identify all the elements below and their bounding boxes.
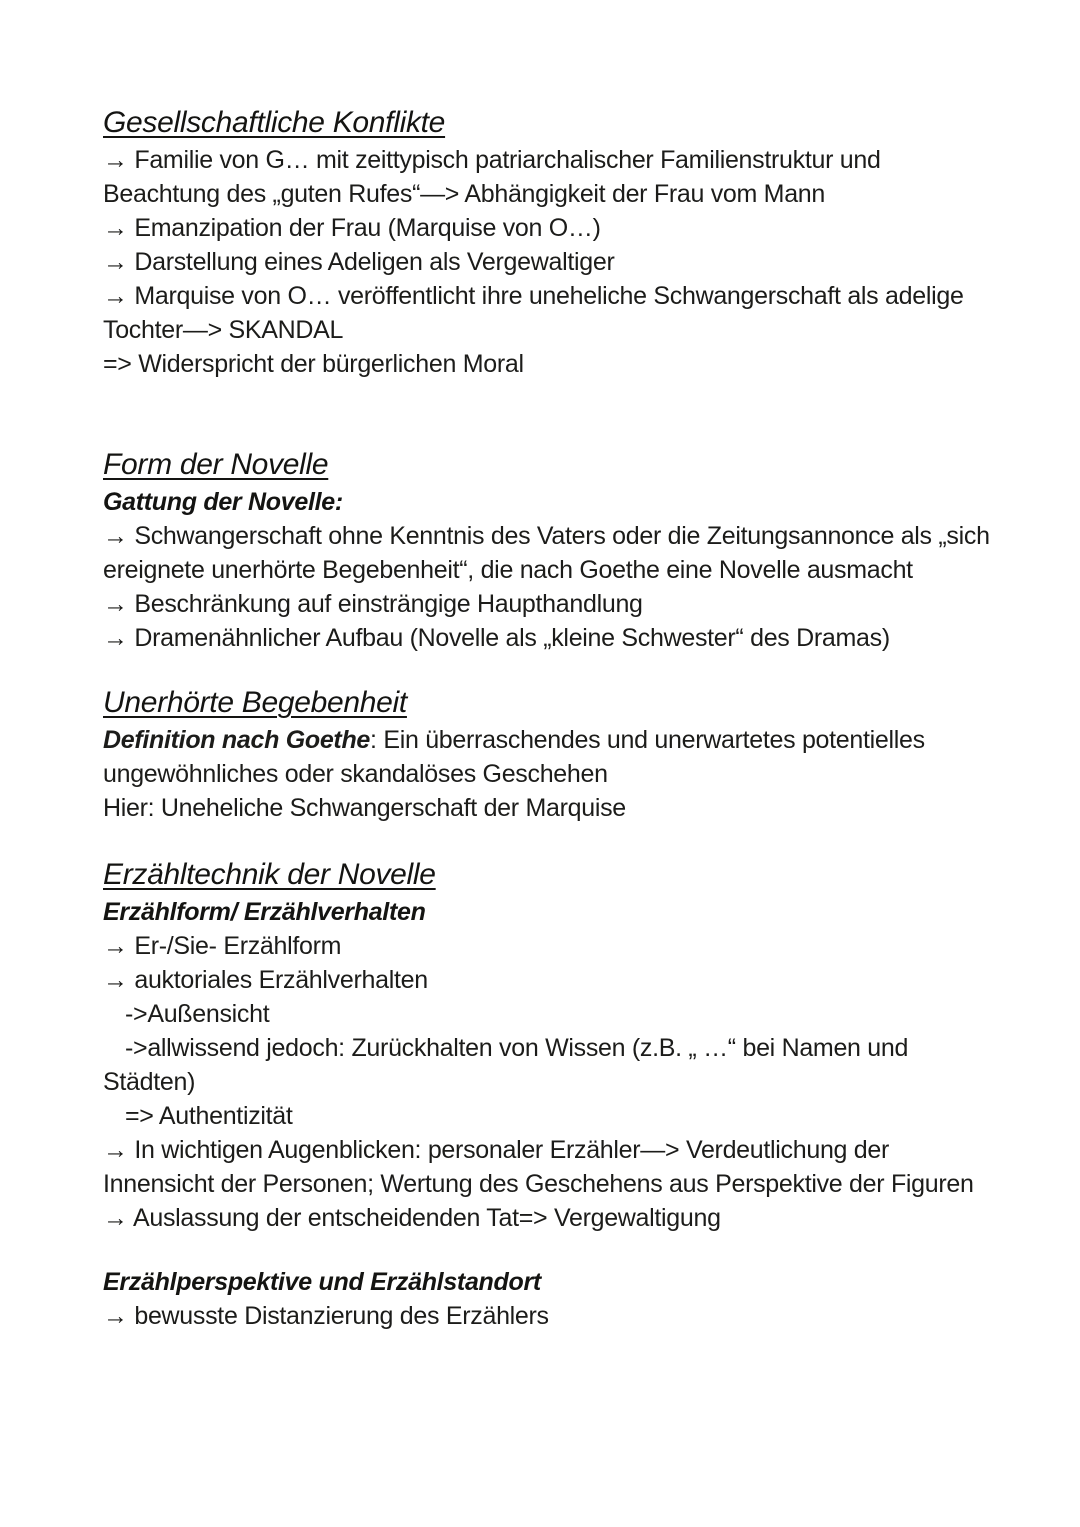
- section-subheading: Erzählform/ Erzählverhalten: [103, 898, 426, 926]
- notes-section: [103, 855, 990, 1235]
- notes-section: [103, 103, 990, 381]
- notes-section: [103, 683, 990, 825]
- section-heading: Unerhörte Begebenheit: [103, 686, 407, 719]
- notes-section: [103, 445, 990, 655]
- list-item: → Schwangerschaft ohne Kenntnis des Vaters oder die Zeitungsannonce als „sich ereignete unerhörte Begebenheit“, die nach Goethe eine Novelle ausmacht: [103, 522, 990, 584]
- list-item: → Auslassung der entscheidenden Tat=> Vergewaltigung: [103, 1204, 721, 1232]
- list-item: ->allwissend jedoch: Zurückhalten von Wissen (z.B. „ …“ bei Namen und Städten): [103, 1034, 909, 1096]
- list-item: Definition nach Goethe: Ein überraschendes und unerwartetes potentielles ungewöhnliches oder skandalöses Geschehen: [103, 726, 925, 788]
- list-item: ->Außensicht: [125, 1000, 270, 1028]
- notes-content: [103, 103, 990, 1333]
- list-item: → Beschränkung auf einsträngige Haupthandlung: [103, 590, 643, 618]
- list-item: => Widerspricht der bürgerlichen Moral: [103, 350, 524, 378]
- section-heading: Erzähltechnik der Novelle: [103, 858, 436, 891]
- list-item: → Marquise von O… veröffentlicht ihre uneheliche Schwangerschaft als adelige Tochter—> SKANDAL: [103, 282, 964, 344]
- list-item: Hier: Uneheliche Schwangerschaft der Marquise: [103, 794, 626, 822]
- list-item: => Authentizität: [125, 1102, 293, 1130]
- list-item: → Emanzipation der Frau (Marquise von O…): [103, 214, 601, 242]
- list-item: → Darstellung eines Adeligen als Vergewaltiger: [103, 248, 615, 276]
- section-heading: Gesellschaftliche Konflikte: [103, 106, 446, 139]
- section-subheading: Erzählperspektive und Erzählstandort: [103, 1268, 541, 1296]
- list-item: → bewusste Distanzierung des Erzählers: [103, 1302, 549, 1330]
- item-lead: Definition nach Goethe: [103, 726, 371, 754]
- section-subheading: Gattung der Novelle:: [103, 488, 343, 516]
- list-item: → In wichtigen Augenblicken: personaler Erzähler—> Verdeutlichung der Innensicht der Personen; Wertung des Geschehens aus Perspektive der Figuren: [103, 1136, 974, 1198]
- notes-section: [103, 1265, 990, 1333]
- list-item: → Dramenähnlicher Aufbau (Novelle als „kleine Schwester“ des Dramas): [103, 624, 890, 652]
- list-item: → Familie von G… mit zeittypisch patriarchalischer Familienstruktur und Beachtung des „guten Rufes“—> Abhängigkeit der Frau vom Mann: [103, 146, 881, 208]
- list-item: → auktoriales Erzählverhalten: [103, 966, 428, 994]
- list-item: → Er-/Sie- Erzählform: [103, 932, 342, 960]
- section-heading: Form der Novelle: [103, 448, 329, 481]
